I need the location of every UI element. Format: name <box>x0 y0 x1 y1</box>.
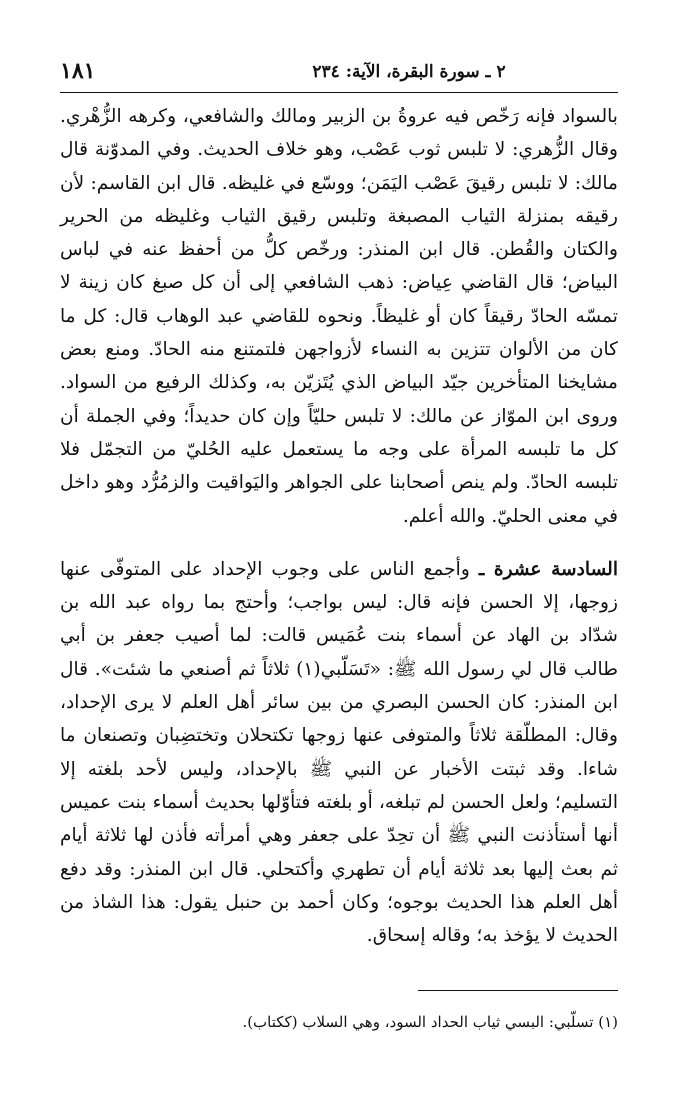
page-header <box>60 56 618 90</box>
paragraph: بالسواد فإنه رَخّص فيه عروةُ بن الزبير ومالك والشافعي، وكرهه الزُّهْري. وقال الزُّهري: لا تلبس ثوب عَصْب، وهو خلاف الحديث. وفي المدوّنة قال مالك: لا تلبس رقيقَ عَصْب اليَمَن؛ ووسّع في غليظه. قال ابن القاسم: لأن رقيقه بمنزلة الثياب المصبغة وتلبس رقيق الثياب وغليظه من الحرير والكتان والقُطن. قال ابن المنذر: ورخّص كلُّ من أحفظ عنه في لباس البياض؛ قال القاضي عِياض: ذهب الشافعي إلى أن كل صبغ كان زينة لا تمسّه الحادّ رقيقاً كان أو غليظاً. ونحوه للقاضي عبد الوهاب قال: كل ما كان من الألوان تتزين به النساء لأزواجهن فلتمتنع منه الحادّ. ومنع بعض مشايخنا المتأخرين جيّد البياض الذي يُتَزيّن به، وكذلك الرفيع من السواد. وروى ابن الموّاز عن مالك: لا تلبس حليّاً وإن كان حديداً؛ وفي الجملة أن كل ما تلبسه المرأة على وجه ما يستعمل عليه الحُليّ من التجمّل فلا تلبسه الحادّ. ولم ينص أصحابنا على الجواهر واليَواقيت والزمُرُّد وهو داخل في معنى الحليّ. والله أعلم. <box>60 106 618 527</box>
header-divider <box>60 92 618 93</box>
paragraph-spacer <box>60 533 618 553</box>
section-heading: السادسة عشرة ـ <box>478 558 618 580</box>
footnote: (١) تسلّبي: البسي ثياب الحداد السود، وهي السلاب (ككتاب). <box>242 1013 618 1031</box>
page-number: ١٨١ <box>60 58 96 84</box>
main-text <box>60 100 618 952</box>
paragraph <box>60 553 618 953</box>
footnote-divider <box>418 990 618 991</box>
running-title: ٢ ـ سورة البقرة، الآية: ٢٣٤ <box>312 62 506 82</box>
paragraph-text: وأجمع الناس على وجوب الإحداد على المتوفّى عنها زوجها، إلا الحسن فإنه قال: ليس بواجب؛ وأحتج بما رواه عبد الله بن شدّاد بن الهاد عن أسماء بنت عُمَيس قالت: لما أصيب جعفر بن أبي طالب قال لي رسول الله ﷺ: «تَسَلّبي(١) ثلاثاً ثم أصنعي ما شئت». قال ابن المنذر: كان الحسن البصري من بين سائر أهل العلم لا يرى الإحداد، وقال: المطلّقة ثلاثاً والمتوفى عنها زوجها تكتحلان وتختضِبان وتصنعان ما شاءا. وقد ثبتت الأخبار عن النبي ﷺ بالإحداد، وليس لأحد بلغته إلا التسليم؛ ولعل الحسن لم تبلغه، أو بلغته فتأوّلها بحديث أسماء بنت عميس أنها أستأذنت النبي ﷺ أن تحِدّ على جعفر وهي أمرأته فأذن لها ثلاثة أيام ثم بعث إليها بعد ثلاثة أيام أن تطهري وأكتحلي. قال ابن المنذر: وقد دفع أهل العلم هذا الحديث بوجوه؛ وكان أحمد بن حنبل يقول: هذا الشاذ من الحديث لا يؤخذ به؛ وقاله إسحاق. <box>60 558 618 947</box>
